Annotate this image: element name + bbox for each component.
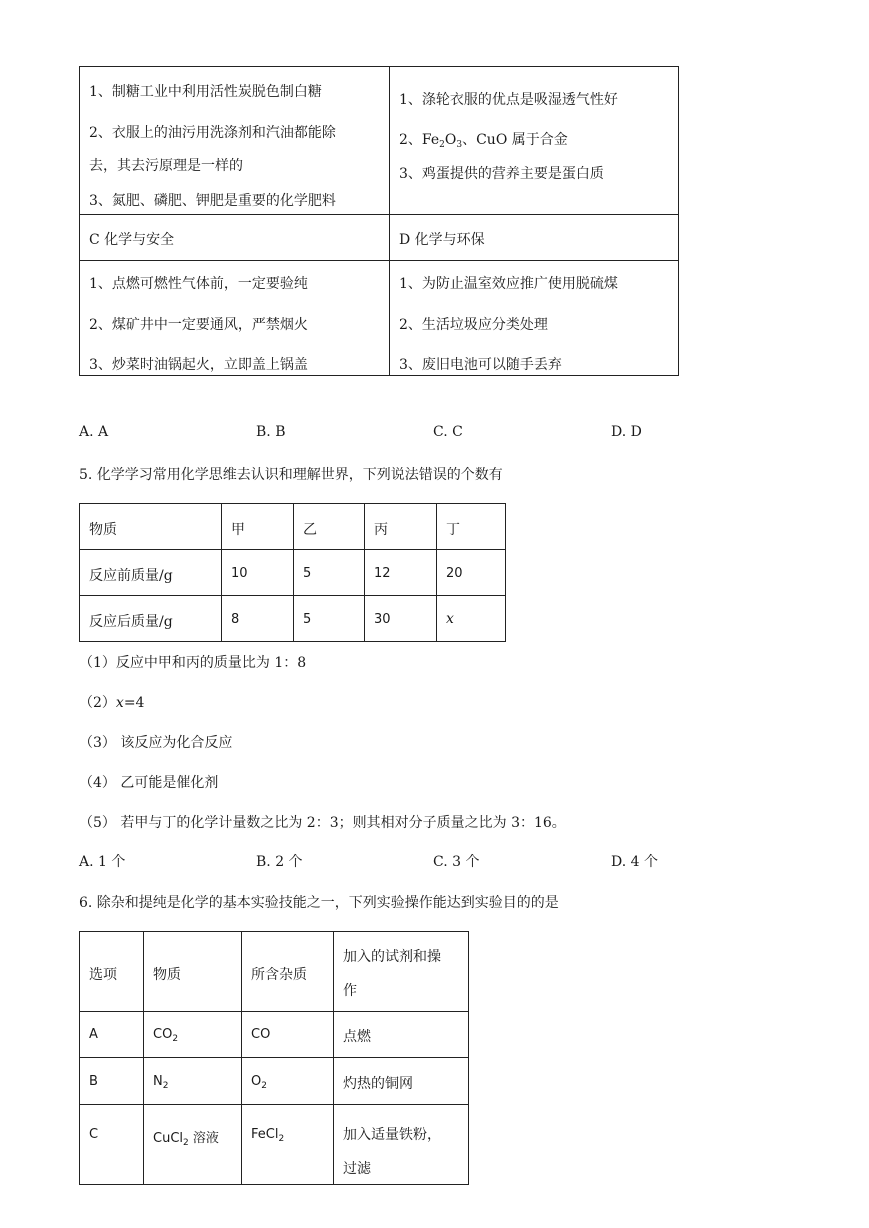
imp-header-operation: 加入的试剂和操 作 [334,932,469,1012]
mass-cell: 30 [365,596,437,642]
d-item-2: 2、生活垃圾应分类处理 [399,317,548,333]
q5-option-d[interactable]: D. 4 个 [611,854,658,870]
imp-header-impurity: 所含杂质 [242,932,334,1012]
d-header: D 化学与环保 [399,232,485,248]
mass-cell: 5 [294,596,365,642]
c-item-1: 1、点燃可燃性气体前，一定要验纯 [89,276,308,292]
imp-cell: A [80,1012,144,1058]
imp-cell: $CO_2$ [144,1012,242,1058]
a-item-2: 2、衣服上的油污用洗涤剂和汽油都能除 [89,125,336,141]
mass-header-bing: 丙 [365,504,437,550]
d-header-cell [390,215,679,261]
q5-statement-2: （2）x=4 [79,695,145,711]
option-d-cell [390,261,679,376]
imp-cell: $O_2$ [242,1058,334,1105]
c-header-cell [80,215,390,261]
q5-option-c[interactable]: C. 3 个 [433,854,480,870]
imp-cell: C [80,1105,144,1185]
q5-statement-4: （4） 乙可能是催化剂 [79,775,219,791]
mass-cell: 20 [437,550,506,596]
mass-header-substance: 物质 [80,504,222,550]
q4-option-c[interactable]: C. C [433,424,463,440]
imp-cell: 加入适量铁粉， 过滤 [334,1105,469,1185]
mass-cell: x [437,596,506,642]
a-item-3: 3、氮肥、磷肥、钾肥是重要的化学肥料 [89,193,336,209]
mass-cell: 10 [222,550,294,596]
d-item-1: 1、为防止温室效应推广使用脱硫煤 [399,276,618,292]
mass-header-yi: 乙 [294,504,365,550]
imp-header-option: 选项 [80,932,144,1012]
q4-option-d[interactable]: D. D [611,424,642,440]
b-item-2: 2、$Fe_2O_3$、CuO 属于合金 [399,132,568,150]
q5-option-a[interactable]: A. 1 个 [79,854,126,870]
option-c-cell [80,261,390,376]
q5-stem: 5. 化学学习常用化学思维去认识和理解世界，下列说法错误的个数有 [79,467,503,483]
b-item-1: 1、涤轮衣服的优点是吸湿透气性好 [399,92,618,108]
options-table [79,66,679,376]
mass-table [79,503,506,642]
imp-cell: FeCl$_2$ [242,1105,334,1185]
q5-statement-5: （5） 若甲与丁的化学计量数之比为 2：3；则其相对分子质量之比为 3：16。 [79,815,566,831]
imp-cell: 点燃 [334,1012,469,1058]
option-b-cell [390,67,679,215]
q5-option-b[interactable]: B. 2 个 [256,854,303,870]
a-item-2-cont: 去，其去污原理是一样的 [89,158,243,174]
c-item-3: 3、炒菜时油锅起火，立即盖上锅盖 [89,357,308,373]
a-item-1: 1、制糖工业中利用活性炭脱色制白糖 [89,84,322,100]
q4-option-b[interactable]: B. B [256,424,286,440]
option-a-cell [80,67,390,215]
imp-header-substance: 物质 [144,932,242,1012]
mass-header-jia: 甲 [222,504,294,550]
imp-cell: $N_2$ [144,1058,242,1105]
q5-statement-1: （1）反应中甲和丙的质量比为 1：8 [79,655,307,671]
imp-cell: 灼热的铜网 [334,1058,469,1105]
imp-cell: CO [242,1012,334,1058]
mass-cell: 12 [365,550,437,596]
d-item-3: 3、废旧电池可以随手丢弃 [399,357,562,373]
mass-row-after-label: 反应后质量/g [80,596,222,642]
c-header: C 化学与安全 [89,232,175,248]
mass-row-before-label: 反应前质量/g [80,550,222,596]
c-item-2: 2、煤矿井中一定要通风，严禁烟火 [89,317,308,333]
q5-statement-3: （3） 该反应为化合反应 [79,735,233,751]
mass-cell: 8 [222,596,294,642]
b-item-3: 3、鸡蛋提供的营养主要是蛋白质 [399,166,604,182]
mass-cell: 5 [294,550,365,596]
impurity-table [79,931,469,1185]
imp-cell: CuCl$_2$ 溶液 [144,1105,242,1185]
q4-option-a[interactable]: A. A [79,424,109,440]
q6-stem: 6. 除杂和提纯是化学的基本实验技能之一，下列实验操作能达到实验目的的是 [79,895,559,911]
imp-cell: B [80,1058,144,1105]
mass-header-ding: 丁 [437,504,506,550]
